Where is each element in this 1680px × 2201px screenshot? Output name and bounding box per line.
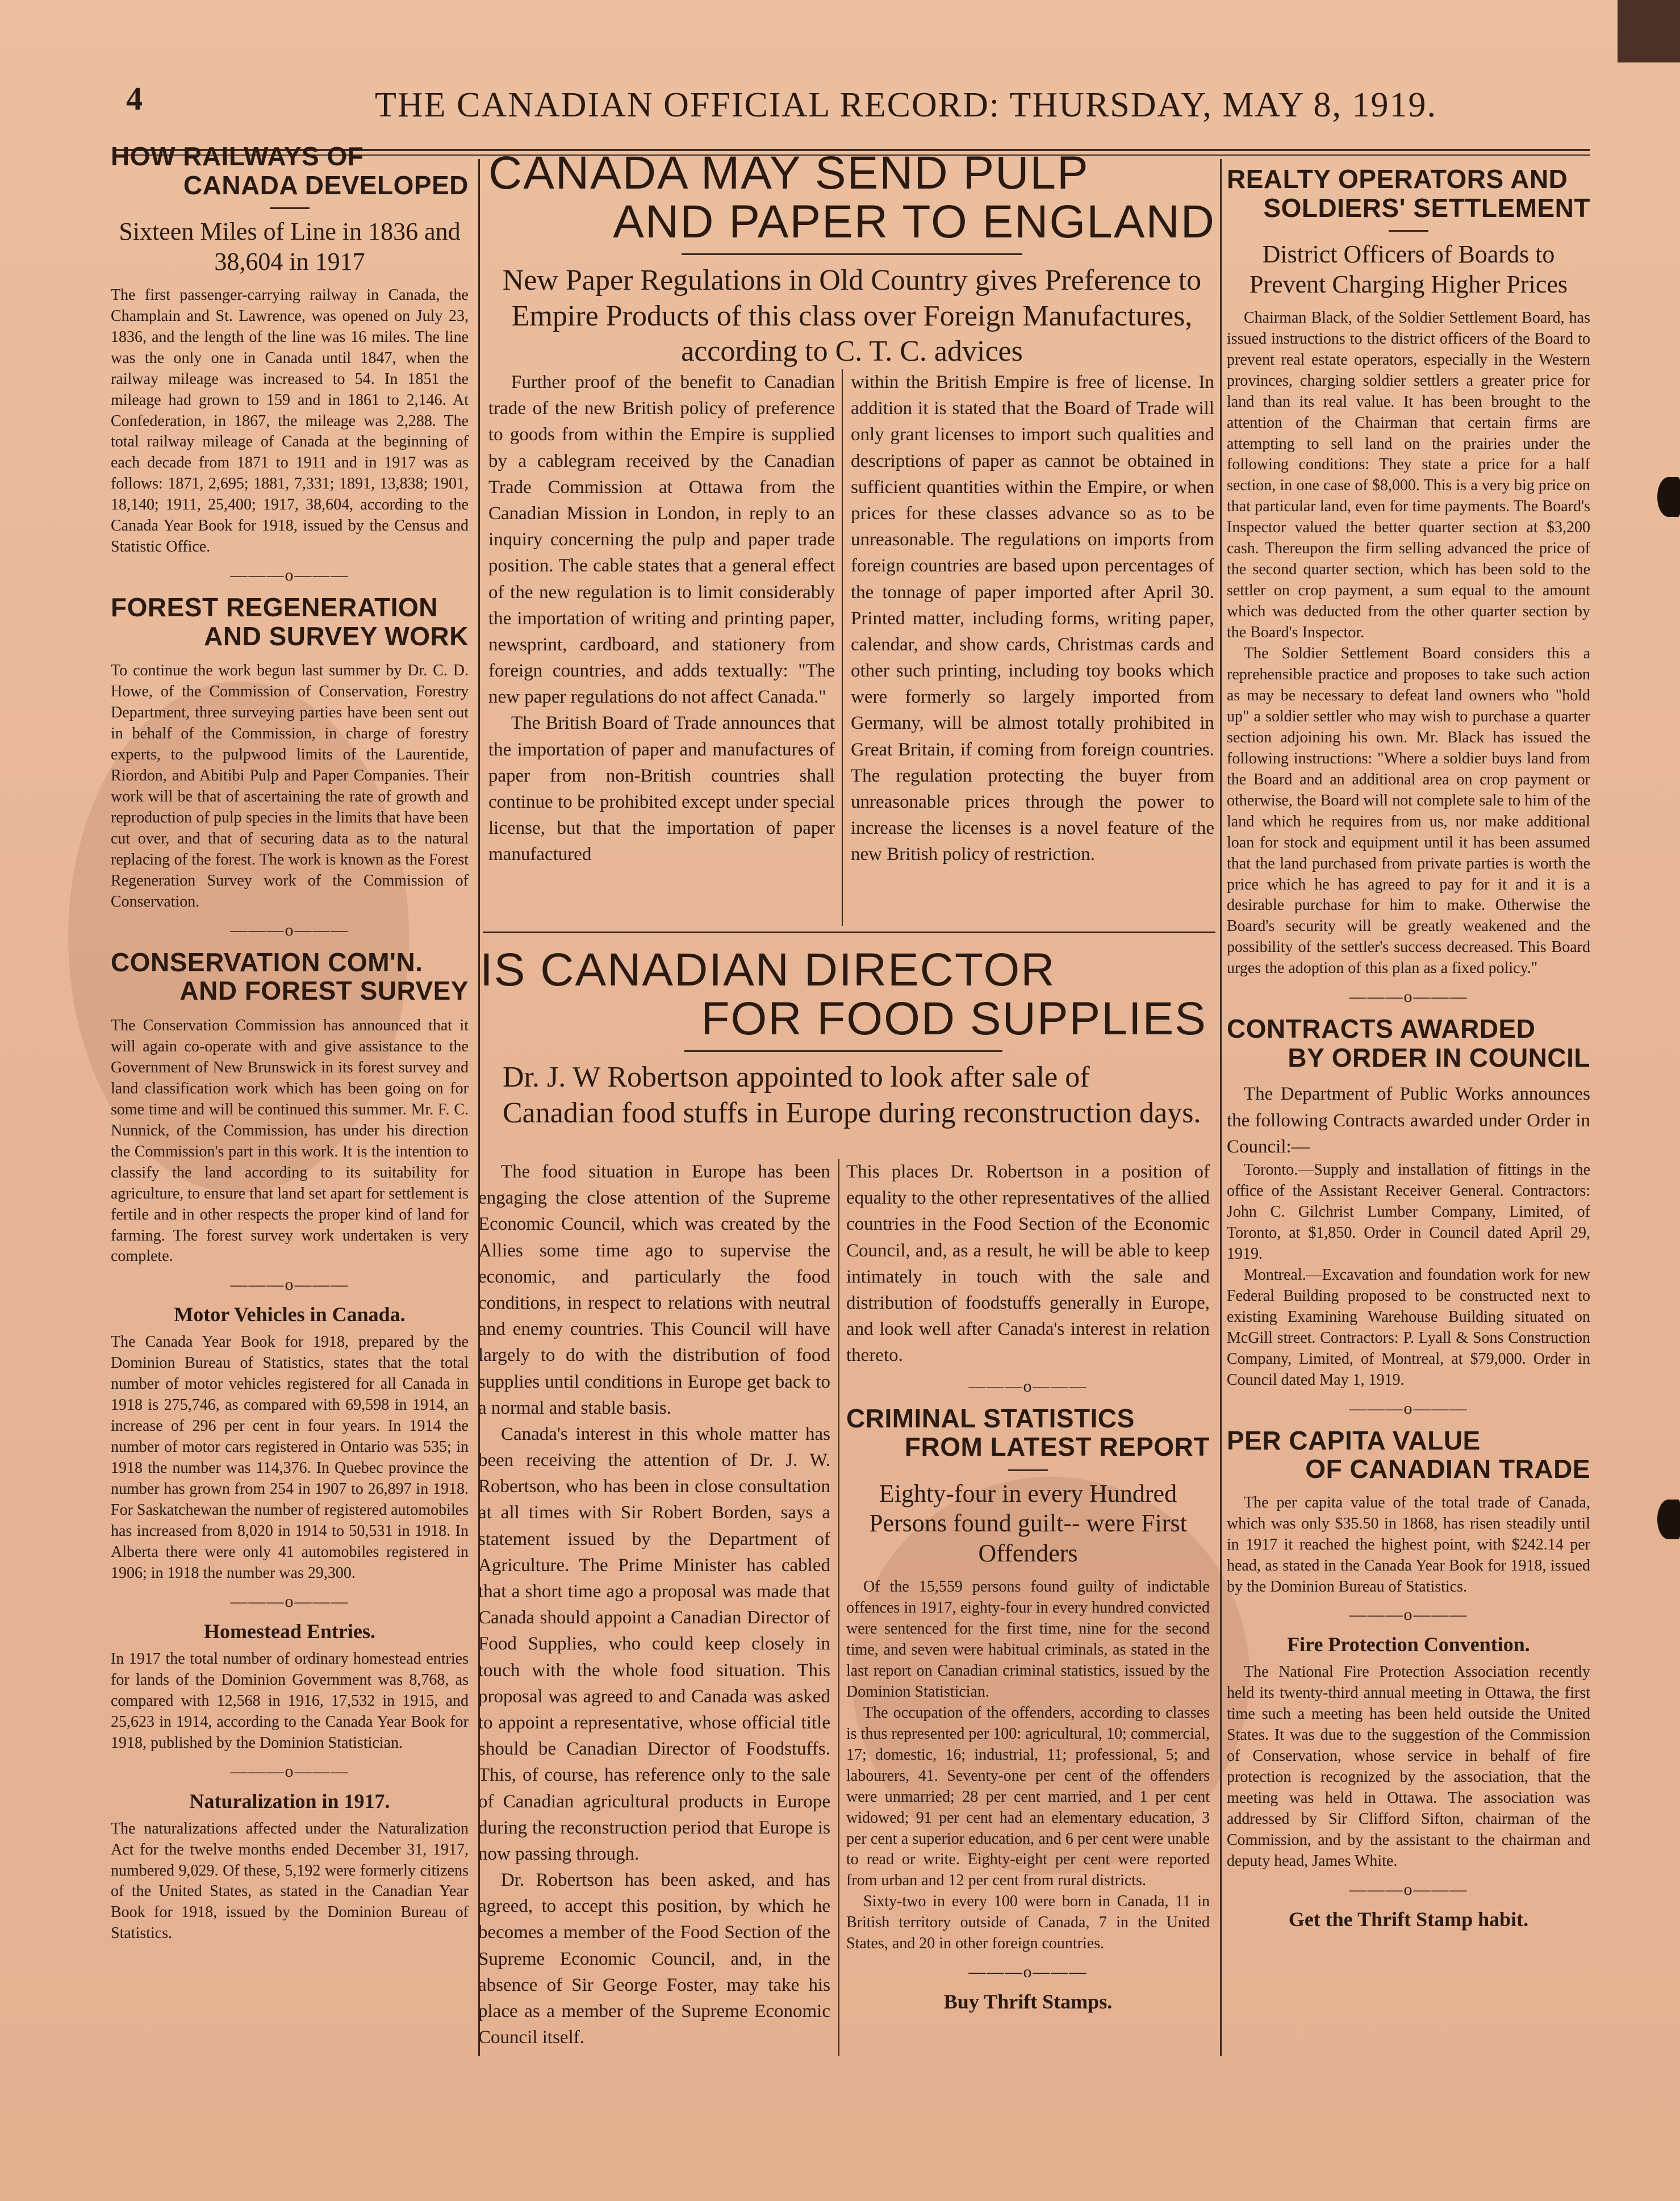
column-rule xyxy=(842,369,843,926)
masthead: THE CANADIAN OFFICIAL RECORD: THURSDAY, MAY 8, 1919. xyxy=(375,86,1437,124)
conservation-body: The Conservation Commission has announced that it will again co-operate with and give assistance to the Government of New Brunswick in its forest survey and land classification work which has been going on for some time and will be continued this summer. Mr. F. C. Nunnick, of the Commission, has under his direction the Commission's part in this work. It is the intention to classify the land according to its suitability for agriculture, to ensure that land set apart for settlement is fertile and in other respects the proper kind of land for farming. The forest survey work undertaken is very complete. xyxy=(111,1016,469,1266)
naturalization-headline: Naturalization in 1917. xyxy=(189,1789,390,1812)
food-director-body-1: The food situation in Europe has been engaging the close attention of the Supreme Economic Council, which was created by the Allies some time ago to supervise the economic, and particularly the food conditions, in respect to relations with neutral and enemy countries. This Council will have largely to do with the distribution of food supplies until conditions in Europe get back to a normal and stable basis. xyxy=(478,1162,830,1418)
food-director-deck: Dr. J. W Robertson appointed to look after sale of Canadian food stuffs in Europe during reconstruction days. xyxy=(503,1061,1201,1129)
realty-deck: District Officers of Boards to Prevent Charging Higher Prices xyxy=(1249,240,1568,298)
railways-body: The first passenger-carrying railway in Canada, the Champlain and St. Lawrence, was opened on July 23, 1836, and the length of the line was 16 miles. The line was the only one in Canada until 1847, when the railway mileage was increased to 54. In 1851 the mileage had grown to 159 and in 1861 to 2,146. At Confederation, in 1867, the mileage was 2,288. The total railway mileage of Canada at the beginning of each decade from 1871 to 1911 and in 1917 was as follows: 1871, 2,695; 1881, 7,331; 1891, 13,838; 1901, 18,140; 1911, 25,400; 1917, 38,604, according to the Canada Year Book for 1918, issued by the Census and Statistic Office. xyxy=(111,286,469,556)
homestead-body: In 1917 the total number of ordinary homestead entries for lands of the Dominion Government was 8,768, as compared with 12,568 in 1916, 17,532 in 1915, and 25,623 in 1914, according to the Canada Year Book for 1918, published by the Dominion Statistician. xyxy=(111,1649,469,1752)
section-rule xyxy=(483,932,1215,933)
criminal-statistics-headline: CRIMINAL STATISTICS FROM LATEST REPORT xyxy=(846,1403,1210,1462)
per-capita-body: The per capita value of the total trade of Canada, which was only $35.50 in 1868, has risen steadily until in 1917 it reached the highest point, with $242.14 per head, as stated in the Canada Year Book for 1918, issued by the Dominion Bureau of Statistics. xyxy=(1227,1493,1590,1596)
motor-vehicles-headline: Motor Vehicles in Canada. xyxy=(174,1303,406,1326)
divider xyxy=(684,1050,1002,1052)
pulp-paper-left-column xyxy=(488,369,835,868)
pulp-paper-headline: CANADA MAY SEND PULP AND PAPER TO ENGLAND xyxy=(488,147,1215,248)
contracts-intro: The Department of Public Works announces the following Contracts awarded under Order in Council:— xyxy=(1227,1084,1590,1157)
page-corner xyxy=(1618,0,1680,62)
separator: ———o——— xyxy=(1349,1880,1468,1899)
separator: ———o——— xyxy=(1349,1605,1468,1624)
motor-vehicles-body: The Canada Year Book for 1918, prepared by the Dominion Bureau of Statistics, states that the total number of motor vehicles registered for all Canada in 1918 is 275,746, as compared with 69,598 in 1914, an increase of 296 per cent in four years. In 1914 the number of motor cars registered in Ontario was 535; in 1918 the number was 114,376. In Quebec province the number has grown from 254 in 1907 to 26,897 in 1918. For Saskatchewan the number of registered automobiles has increased from 8,020 in 1914 to 50,531 in 1918. In Alberta there were only 41 automobiles registered in 1906; in 1918 the number was 29,300. xyxy=(111,1333,469,1582)
fire-protection-body: The National Fire Protection Association recently held its twenty-third annual meeting in Ottawa, the first time such a meeting has been held outside the United States. It was due to the suggestion of the Commission of Conservation, whose service in behalf of fire protection is recognized by the association, that the meeting was held in Ottawa. The association was addressed by Sir Clifford Sifton, chairman of the Commission, and by the assistant to the chairman and deputy head, James White. xyxy=(1227,1663,1590,1870)
pulp-paper-body-3: within the British Empire is free of license. In addition it is stated that the Board of Trade will only grant licenses to import such qualities and descriptions of paper as cannot be obtained in sufficient quantities within the Empire, or when prices for these classes advance so as to be unreasonable. The regulations on imports from foreign countries are based upon percentages of the tonnage of paper imported after April 30. Printed matter, including forms, writing paper, calendar, and show cards, Christmas cards and other such printing, including toy books which were formerly so largely imported from Germany, will be almost totally prohibited in Great Britain, if coming from foreign countries. The regulation protecting the buyer from unreasonable prices through the power to increase the licenses is a novel feature of the new British policy of restriction. xyxy=(851,372,1214,865)
food-director-left-column xyxy=(478,1159,830,2050)
pulp-paper-article xyxy=(488,149,1215,377)
column-rule xyxy=(838,1159,839,2056)
food-director-article xyxy=(480,946,1207,1139)
food-director-body-4: This places Dr. Robertson in a position of equality to the other representatives of the allied countries in the Food Section of the Economic Council, and, as a result, he will be able to keep intimately in touch with the sale and distribution of foodstuffs generally in Europe, and look well after Canada's interest in relation thereto. xyxy=(846,1162,1210,1366)
separator: ———o——— xyxy=(230,920,349,939)
column-rule xyxy=(1220,159,1222,2056)
realty-body-2: The Soldier Settlement Board considers this a reprehensible practice and proposes to take such action as may be necessary to defeat land owners who "hold up" a soldier settler who may wish to purchase a quarter section adjoining his own. Mr. Black has issued the following instructions: "Where a soldier buys land from the Board and an additional area on crop payment or otherwise, the Board will not complete sale to him of the land which he requires from us, nor make additional loan for stock and equipment until it has been assumed that the land purchased from private parties is worth the price which he has agreed to pay for it and it is a desirable purchase for him to make. Otherwise the Board's security will be greatly weakened and the possibility of the settler's success decreased. This Board urges the adoption of this plan as a fixed policy." xyxy=(1227,645,1590,978)
contracts-item-montreal: Montreal.—Excavation and foundation work for new Federal Building proposed to be constructed next to existing Examining Warehouse Building situated on McGill street. Contractors: P. Lyall & Sons Construction Company, Limited, of Montreal, at $79,000. Order in Council dated May 1, 1919. xyxy=(1227,1266,1590,1389)
pulp-paper-body-2: The British Board of Trade announces that the importation of paper and manufactures of paper from non-British countries shall continue to be prohibited except under special license, but that the importation of paper manufactured xyxy=(488,713,835,865)
column-right xyxy=(1227,165,1590,1937)
criminal-statistics-deck: Eighty-four in every Hundred Persons found guilt-- were First Offenders xyxy=(869,1479,1187,1568)
ink-blot xyxy=(1657,477,1680,517)
food-director-body-3: Dr. Robertson has been asked, and has agreed, to accept this position, by which he becomes a member of the Food Section of the Supreme Economic Council, and, in the absence of Sir George Foster, may take his place as a member of the Supreme Economic Council itself. xyxy=(478,1870,830,2048)
separator: ———o——— xyxy=(230,566,349,585)
criminal-statistics-body-3: Sixty-two in every 100 were born in Canada, 11 in British territory outside of Canada, 7 in the United States, and 20 in other foreign countries. xyxy=(846,1893,1210,1953)
food-director-body-2: Canada's interest in this whole matter has been receiving the attention of Dr. J. W. Robertson, who has been in close consultation at all times with Sir Robert Borden, says a statement issued by the Department of Agriculture. The Prime Minister has cabled that a short time ago a proposal was made that Canada should appoint a Canadian Director of Food Supplies, who could keep closely in touch with the whole food situation. This proposal was agreed to and Canada was asked to appoint a representative, whose official title should be Canadian Director of Foodstuffs. This, of course, has reference only to the sale of Canadian agricultural products in Europe during the reconstruction period that Europe is now passing through. xyxy=(478,1423,830,1864)
separator: ———o——— xyxy=(1349,1398,1468,1418)
thrift-stamp-habit-footer: Get the Thrift Stamp habit. xyxy=(1288,1908,1529,1931)
forest-regeneration-headline: FOREST REGENERATION AND SURVEY WORK xyxy=(111,592,469,651)
naturalization-body: The naturalizations affected under the Naturalization Act for the twelve months ended December 31, 1917, numbered 9,029. Of these, 5,192 were formerly citizens of the United States, as stated in the Canadian Year Book for 1918, issued by the Dominion Bureau of Statistics. xyxy=(111,1819,469,1943)
thrift-stamps-footer: Buy Thrift Stamps. xyxy=(943,1990,1113,2014)
column-left xyxy=(111,142,469,1944)
homestead-headline: Homestead Entries. xyxy=(204,1619,375,1643)
pulp-paper-right-column xyxy=(851,369,1214,868)
food-director-headline: IS CANADIAN DIRECTOR FOR FOOD SUPPLIES xyxy=(480,944,1207,1045)
separator: ———o——— xyxy=(968,1962,1088,1982)
separator: ———o——— xyxy=(230,1761,349,1781)
divider xyxy=(270,207,310,209)
separator: ———o——— xyxy=(230,1275,349,1294)
page-number: 4 xyxy=(126,80,143,117)
railways-deck: Sixteen Miles of Line in 1836 and 38,604 in 1917 xyxy=(119,218,461,275)
divider xyxy=(682,253,1022,255)
contracts-headline: CONTRACTS AWARDED BY ORDER IN COUNCIL xyxy=(1227,1014,1590,1072)
separator: ———o——— xyxy=(1349,987,1468,1006)
ink-blot xyxy=(1657,1500,1680,1539)
realty-headline: REALTY OPERATORS AND SOLDIERS' SETTLEMENT xyxy=(1227,164,1590,223)
separator: ———o——— xyxy=(968,1376,1088,1396)
divider xyxy=(1008,1469,1048,1471)
food-director-right-column xyxy=(846,1159,1210,2019)
conservation-headline: CONSERVATION COM'N. AND FOREST SURVEY xyxy=(111,947,469,1006)
forest-regeneration-body: To continue the work begun last summer by Dr. C. D. Howe, of the Commission of Conservation, Forestry Department, three surveying parties have been sent out in behalf of the Commission, in charge of forestry experts, to the pulpwood limits of the Laurentide, Riordon, and Abitibi Pulp and Paper Companies. Their work will be that of ascertaining the rate of growth and reproduction of pulp species in the limits that have been cut over, and that of securing data as to the natural replacing of the forest. The work is known as the Forest Regeneration Survey work of the Commission of Conservation. xyxy=(111,662,469,911)
pulp-paper-body-1: Further proof of the benefit to Canadian trade of the new British policy of preference to goods from within the Empire is supplied by a cablegram received by the Canadian Trade Commission at Ottawa from the Canadian Mission in London, in reply to an inquiry concerning the pulp and paper trade position. The cable states that a general effect of the new regulation is to limit considerably the importation of writing and printing paper, newsprint, cardboard, and stationery from foreign countries, and adds textually: "The new paper regulations do not affect Canada." xyxy=(488,372,835,708)
divider xyxy=(1389,230,1428,232)
criminal-statistics-body-2: The occupation of the offenders, according to classes is thus represented per 100: agricultural, 10; commercial, 17; domestic, 16; industrial, 11; professional, 5; and labourers, 41. Seventy-one per cent of the offenders were unmarried; 28 per cent married, and 1 per cent widowed; 91 per cent had an elementary education, 3 per cent a superior education, and 6 per cent were unable to read or write. Eighty-eight per cent were reported from urban and 12 per cent from rural districts. xyxy=(846,1703,1210,1890)
separator: ———o——— xyxy=(230,1592,349,1611)
per-capita-headline: PER CAPITA VALUE OF CANADIAN TRADE xyxy=(1227,1425,1590,1484)
fire-protection-headline: Fire Protection Convention. xyxy=(1287,1633,1530,1656)
railways-headline: HOW RAILWAYS OF CANADA DEVELOPED xyxy=(111,141,469,200)
criminal-statistics-body-1: Of the 15,559 persons found guilty of indictable offences in 1917, eighty-four in every hundred convicted were sentenced for the first time, nine for the second time, and seven were habitual criminals, as stated in the last report on Canadian criminal statistics, issued by the Dominion Statistician. xyxy=(846,1578,1210,1701)
pulp-paper-deck: New Paper Regulations in Old Country gives Preference to Empire Products of this class over Foreign Manufactures, according to C. T. C. advices xyxy=(502,264,1202,367)
realty-body-1: Chairman Black, of the Soldier Settlement Board, has issued instructions to the district officers of the Board to prevent real estate operators, especially in the Western provinces, charging soldier settlers a greater price for land than its real value. It has been brought to the attention of the Chairman that certain firms are attempting to sell land on the prairies under the following conditions: They state a price for a half section, in one case of $8,000. This is a very big price on that particular land, even for time payments. The Board's Inspector valued the better quarter section at $3,200 cash. Thereupon the firm selling advanced the price of the second quarter section, which has been sold to the settler on crop payment, a sum equal to the amount which was deducted from the other quarter section by the Board's Inspector. xyxy=(1227,308,1590,642)
contracts-item-toronto: Toronto.—Supply and installation of fittings in the office of the Assistant Receiver General. Contractors: John C. Gilchrist Lumber Company, Limited, of Toronto, at $1,850. Order in Council dated April 29, 1919. xyxy=(1227,1161,1590,1263)
